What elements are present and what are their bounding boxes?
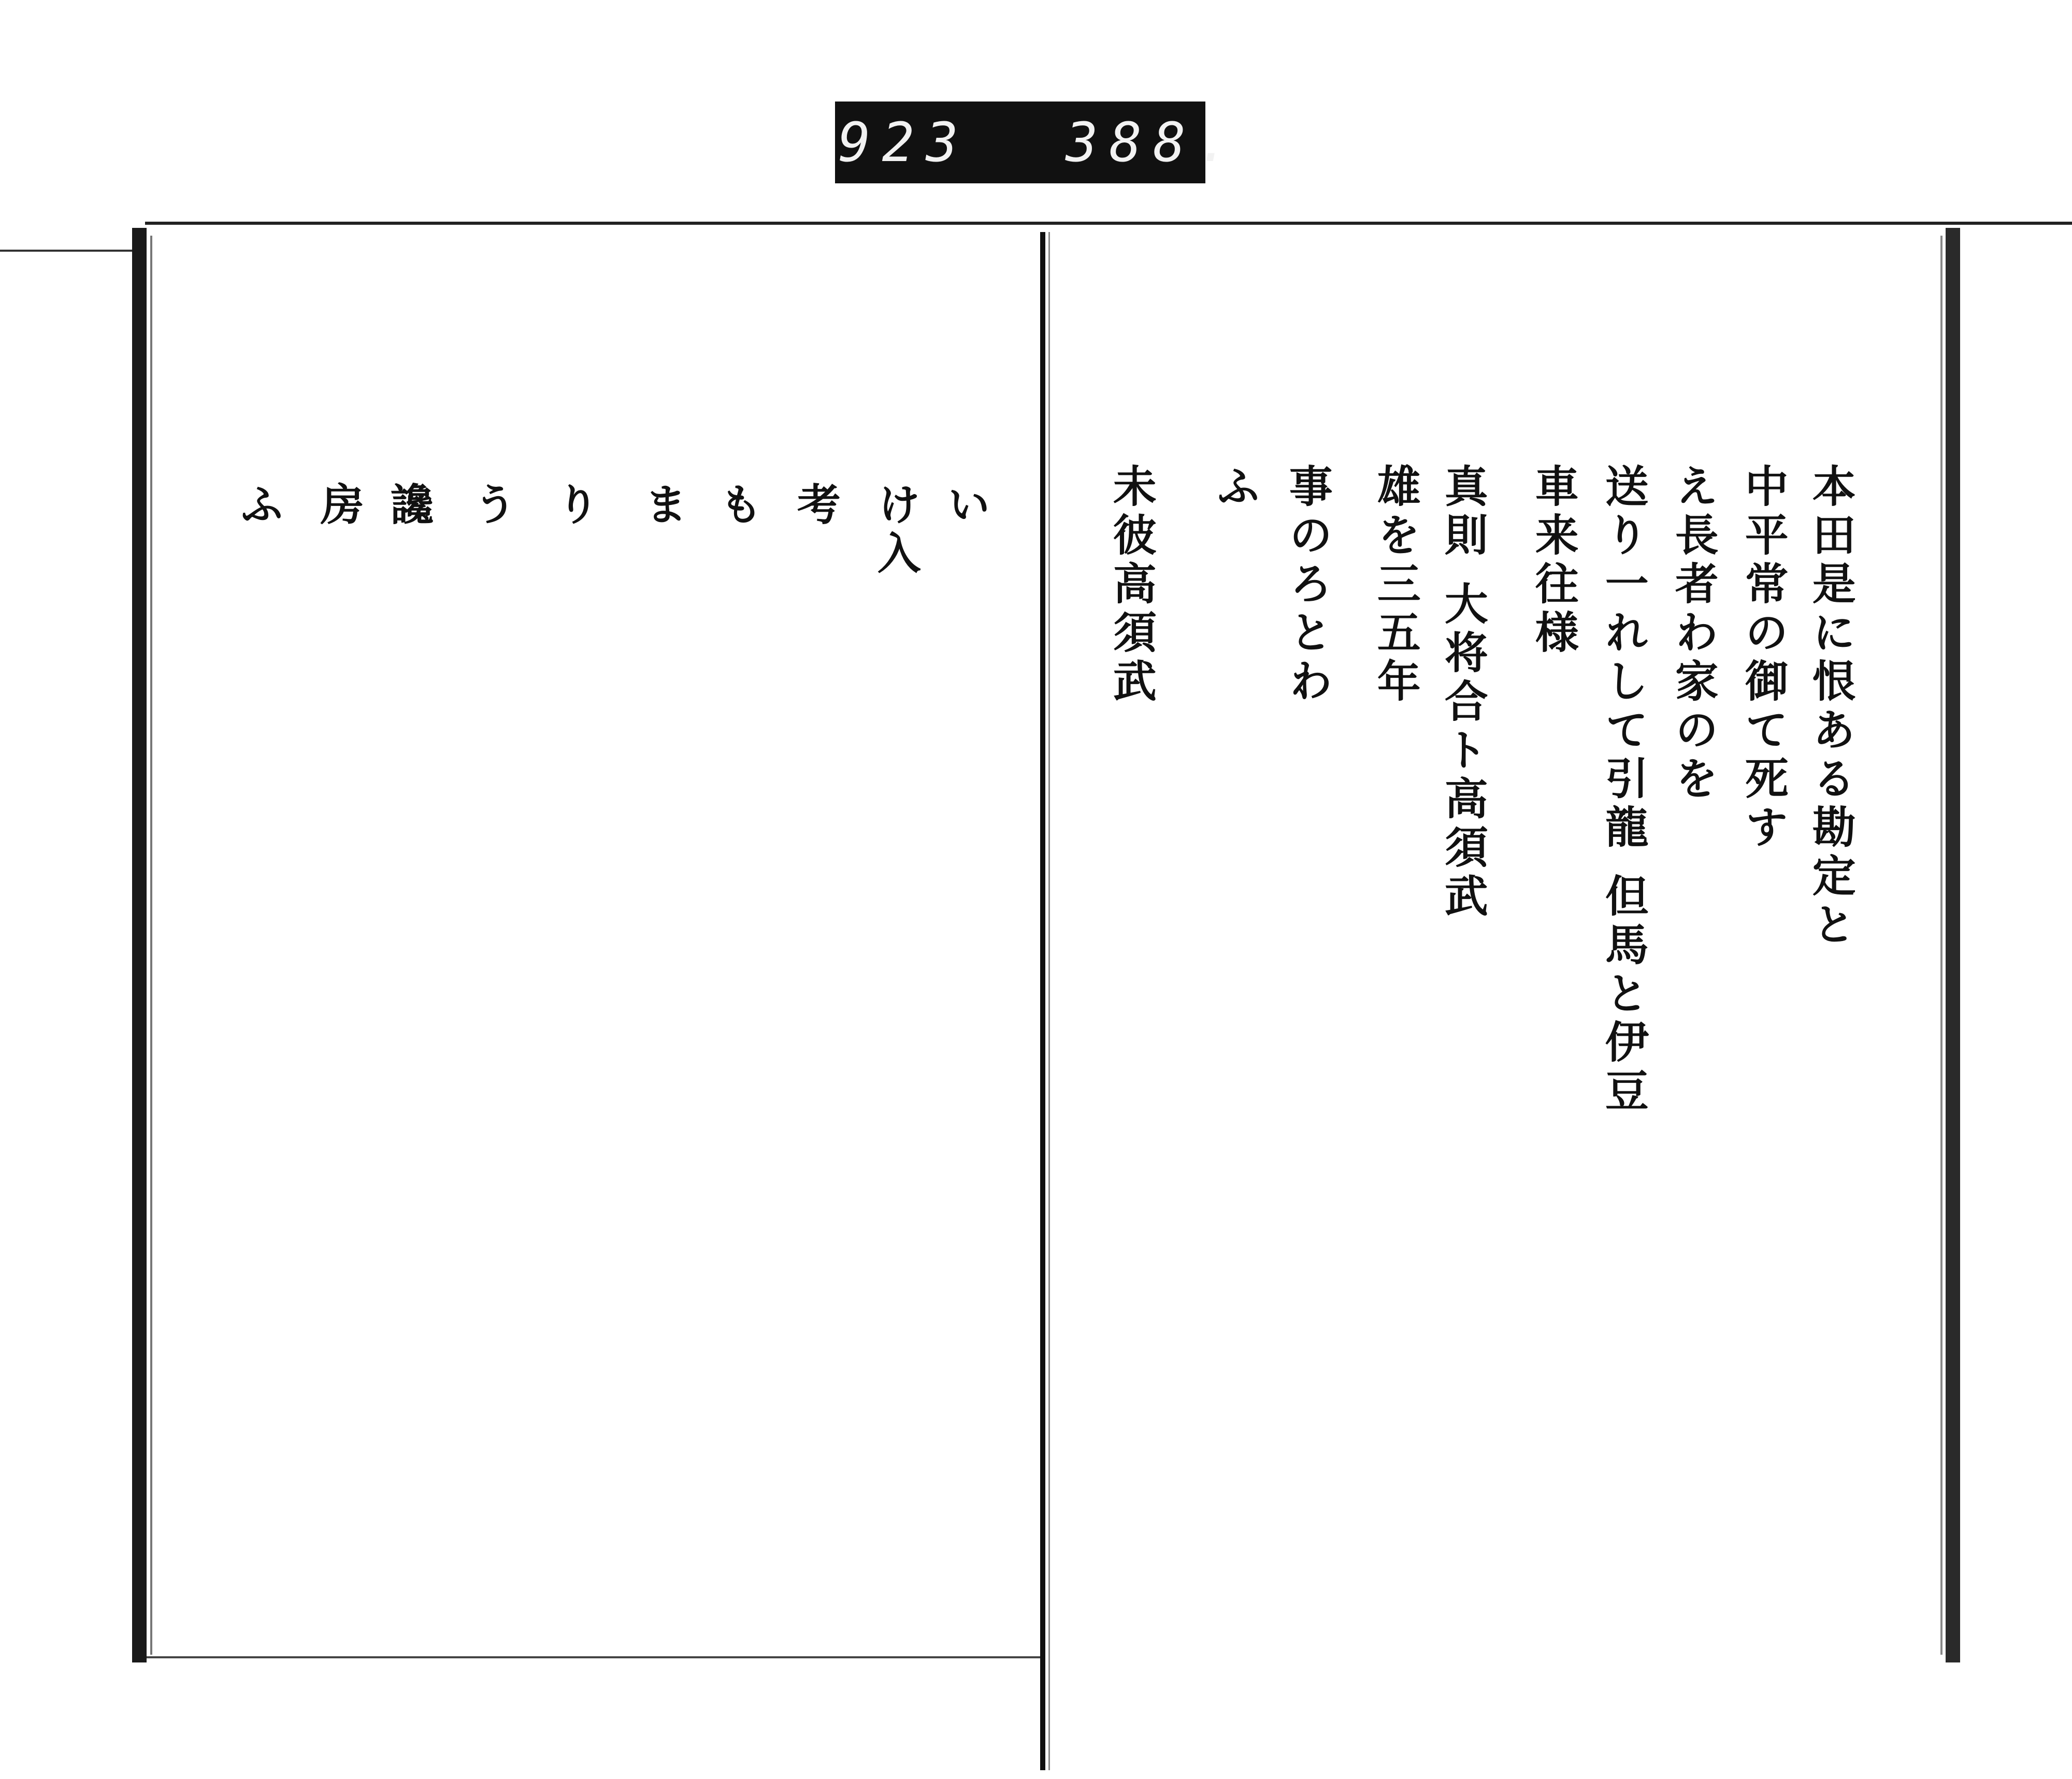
counter-right: 388.: [1066, 111, 1241, 174]
left-page-column-5: ま: [637, 482, 689, 530]
left-ruler-line: [0, 250, 145, 252]
left-page-bottom-edge: [147, 1656, 1040, 1658]
right-page-column-7: 雄を三五年: [1370, 464, 1422, 707]
right-page-column-4: 送り一れして引龍 但馬と伊豆: [1598, 464, 1650, 1117]
right-page-column-10: 未彼高須武: [1106, 464, 1158, 707]
left-page-column-6: り: [549, 482, 601, 530]
book-gutter-shadow: [1048, 232, 1050, 1770]
right-page-column-6: 真則 大将合ト高須武: [1437, 464, 1489, 922]
left-page-column-10: ふ: [233, 482, 285, 530]
right-page-column-8: 事のろとわ: [1282, 464, 1334, 707]
right-page-column-5: 車来往様: [1528, 464, 1580, 658]
book-gutter: [1040, 232, 1045, 1770]
frame-counter: [835, 102, 1241, 183]
left-page-column-7: う: [466, 482, 518, 530]
right-page-column-9: ふ: [1210, 464, 1261, 512]
right-page-column-2: 中平常の御て死す: [1738, 464, 1790, 853]
right-page-edge: [1946, 228, 1960, 1662]
right-page-column-3: え長者わ家のを: [1668, 464, 1720, 804]
book-top-edge: [145, 222, 2072, 225]
left-page-column-9: 房: [313, 482, 365, 530]
right-page-column-1: 本田是に恨ある勘定と: [1805, 464, 1857, 950]
left-page-column-3: 考: [790, 482, 842, 530]
left-page-column-8: 讒: [383, 482, 435, 530]
left-page-column-1: い: [940, 482, 992, 530]
right-page-edge-inner: [1940, 236, 1942, 1655]
left-page-column-2: け入: [870, 482, 922, 579]
left-page-column-4: も: [712, 482, 764, 530]
left-page-edge-inner: [150, 236, 152, 1655]
counter-left: 923: [838, 111, 970, 174]
left-page-edge: [132, 228, 147, 1662]
